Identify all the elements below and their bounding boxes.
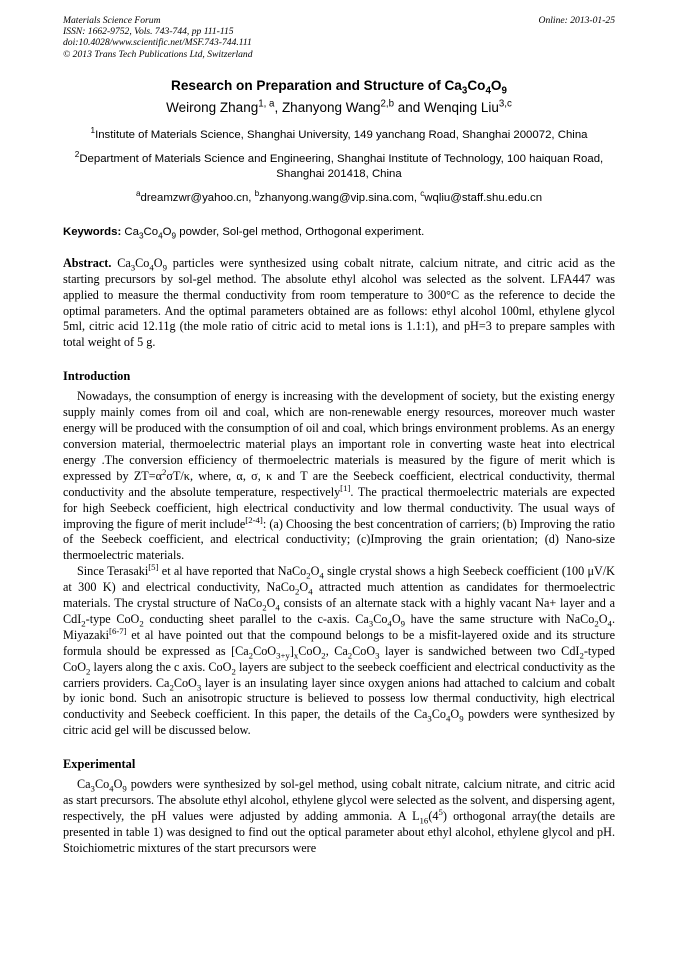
copyright-line: © 2013 Trans Tech Publications Ltd, Switzerland <box>63 48 253 60</box>
author-1: Weirong Zhang <box>166 99 259 115</box>
paper-page <box>63 15 615 857</box>
author-list: Weirong Zhang$^{1, a}$, Zhanyong Wang$^{2,b}$ and Wenqing Liu$^{3,c}$ <box>166 98 512 115</box>
keywords <box>63 225 615 240</box>
journal-name: Materials Science Forum <box>63 15 161 26</box>
abstract-label: Abstract. <box>63 255 112 270</box>
author-2: , Zhanyong Wang <box>274 99 381 115</box>
email-b[interactable]: zhanyong.wang@vip.sina.com, <box>259 191 421 204</box>
keywords-label: Keywords: <box>63 225 122 238</box>
author-3: and Wenqing Liu <box>394 99 499 115</box>
introduction-paragraph-2: Since Terasaki[5] et al have reported that $NaCo_2O_4$ single crystal shows a high Seebeck coefficient (100 μV/K at 300 K) and electrical conductivity, $NaCo_2O_4$ attracted much attention as candidates for thermoelectric materials. The crystal structure of $NaCo_2O_4$ consists of an alternate stack with a highly vacant Na+ layer and a CdI$_2$-type CoO$_2$ conducting sheet parallel to the c-axis. $Ca_3Co_4O_9$ have the same structure with $NaCo_2O_4$. Miyazaki[6-7] et al have pointed out that the compound belongs to be a misfit-layered oxide and its structure formula should be expressed as $[Ca_2CoO_{3+y}]_xCoO_2$, $Ca_2CoO_3$ layer is sandwiched between two CdI$_2$-typed CoO$_2$ layers along the c axis. CoO$_2$ layers are subject to the seebeck coefficient and electrical conductivity as the carriers providers. $Ca_2CoO_3$ layer is an insulating layer since oxygen anions had attached to calcium and cobalt by ionic bond. Such an anisotropic structure is believed to possess low thermal conductivity, high electrical conductivity and Seebeck coefficient. In this paper, the details of the $Ca_3Co_4O_9$ powders were synthesized by citric acid gel will be discussed below. <box>63 562 616 738</box>
affiliation-1: $^1$Institute of Materials Science, Shanghai University, 149 yanchang Road, Shanghai 200072, China <box>90 126 588 141</box>
online-date: Online: 2013-01-25 <box>538 15 615 26</box>
keywords-text: $Ca_3Co_4O_9$ powder, Sol-gel method, Orthogonal experiment. <box>124 225 425 241</box>
email-a[interactable]: dreamzwr@yahoo.cn, <box>140 191 255 204</box>
abstract-text: $Ca_3Co_4O_9$ particles were synthesized using cobalt nitrate, calcium nitrate, and citric acid as the starting precursors by sol-gel method. The absolute ethyl alcohol was selected as the solvent. LFA447 was applied to measure the thermal conductivity from room temperature to 300°C as the reference to decide the optimal parameters. And the optimal parameters obtained are as follows: ethyl alcohol 100ml, ethylene glycol 5ml, citric acid 12.11g (the mole ratio of citric acid to metal ions is 1.1:1), and pH=3 to prepare samples with total weight of 5 g. <box>63 255 615 350</box>
doi-line[interactable]: doi:10.4028/www.scientific.net/MSF.743-744.111 <box>63 37 252 49</box>
experimental-heading: Experimental <box>63 757 136 772</box>
journal-header <box>63 15 615 60</box>
affiliation-2: $^2$Department of Materials Science and Engineering, Shanghai Institute of Technology, 100 haiquan Road, Shanghai 201418, China <box>74 150 604 180</box>
abstract <box>63 256 615 351</box>
experimental-paragraph-1: $Ca_3Co_4O_9$ powders were synthesized by sol-gel method, using cobalt nitrate, calcium nitrate, and citric acid as start precursors. The absolute ethyl alcohol, ethylene glycol were selected as the solvent, and dispersing agent, respectively, the pH values were adjusted by adding ammonia. A $L_{16}(4^5)$ orthogonal array(the details are presented in table 1) was designed to find out the optical parameter about ethyl alcohol, ethylene glycol and pH. Stoichiometric mixtures of the start precursors were <box>63 777 616 855</box>
author-emails: $^a$dreamzwr@yahoo.cn, $^b$zhanyong.wang@vip.sina.com, $^c$wqliu@staff.shu.edu.cn <box>135 189 543 204</box>
email-c[interactable]: wqliu@staff.shu.edu.cn <box>424 191 543 204</box>
introduction-paragraph-1: Nowadays, the consumption of energy is increasing with the development of society, but the existing energy supply mainly comes from oil and coal, which are non-renewable energy resources, moreover much waster energy will be produced with the consumption of oil and coal, which brings environment problems. As an energy conversion material, thermoelectric material plays an important role in converting waste heat into electrical energy .The conversion efficiency of thermoelectric materials is measured by the figure of merit which is expressed by $ZT=\alpha^2\sigma T/\kappa$, where, α, σ, κ and T are the Seebeck coefficient, electrical conductivity, thermal conductivity and the absolute temperature, respectively[1]. The practical thermoelectric materials are expected for high Seebeck coefficient, high electrical conductivity and low thermal conductivity. The usual ways of improving the figure of merit include[2-4]: (a) Choosing the best concentration of carriers; (b) Improving the ratio of the Seebeck coefficient, and electrical conductivity; (c)Improving the grain orientation; (d) Nano-size thermoelectric materials. <box>63 389 615 563</box>
issn-line: ISSN: 1662-9752, Vols. 743-744, pp 111-115 <box>63 26 234 38</box>
introduction-heading: Introduction <box>63 369 131 384</box>
paper-title: Research on Preparation and Structure of $Ca_3Co_4O_9$ <box>171 77 507 97</box>
